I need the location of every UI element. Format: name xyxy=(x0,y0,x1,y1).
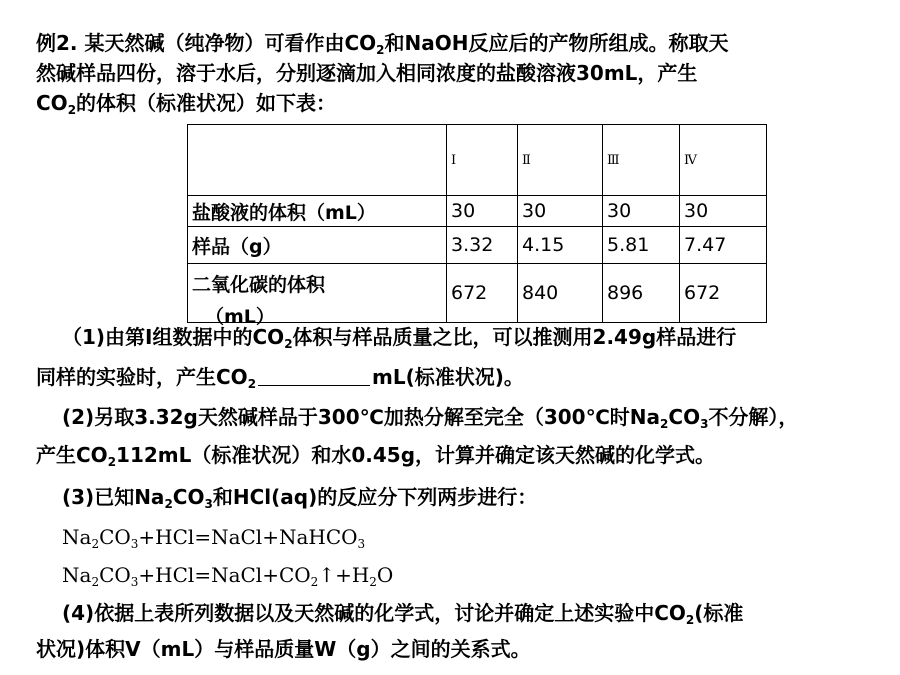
table-header-cell xyxy=(188,125,447,196)
table-cell: 672 xyxy=(447,264,518,323)
row-label: 样品（g） xyxy=(188,227,447,264)
table-cell: 5.81 xyxy=(603,227,680,264)
equation-1: $Na_2CO_3+HCl=NaCl+NaHCO_3$ xyxy=(62,525,366,551)
table-header-cell: Ⅳ xyxy=(680,125,767,196)
question-2-line-2: 产生$CO_2112mL$（标准状况）和水0.45g，计算并确定该天然碱的化学式。 xyxy=(36,443,716,469)
table-row xyxy=(188,227,767,264)
table-header-row xyxy=(188,125,767,196)
table-cell: 30 xyxy=(447,196,518,227)
table-row xyxy=(188,196,767,227)
table-header-cell: Ⅱ xyxy=(518,125,603,196)
data-table xyxy=(187,124,767,323)
intro-line-3: $CO_2$的体积（标准状况）如下表： xyxy=(36,91,337,117)
table-header-cell: Ⅰ xyxy=(447,125,518,196)
row-label-unit: （mL） xyxy=(205,306,275,328)
table-cell: 896 xyxy=(603,264,680,323)
intro-line-1: 例2. 某天然碱（纯净物）可看作由$CO_2$和NaOH反应后的产物所组成。称取天 xyxy=(36,31,729,57)
table-cell: 840 xyxy=(518,264,603,323)
table-cell: 30 xyxy=(518,196,603,227)
table-cell: 4.15 xyxy=(518,227,603,264)
intro-line-2: 然碱样品四份，溶于水后，分别逐滴加入相同浓度的盐酸溶液30mL，产生 xyxy=(36,61,698,85)
question-2-line-1: (2)另取3.32g天然碱样品于300℃加热分解至完全（300℃时$Na_2CO_3$不分解）， xyxy=(62,405,799,431)
question-1-line-2: 同样的实验时，产生$CO_2$ mL(标准状况)。 xyxy=(36,365,524,391)
row-label: 盐酸液的体积（mL） xyxy=(188,196,447,227)
question-4-line-1: (4)依据上表所列数据以及天然碱的化学式，讨论并确定上述实验中$CO_2$(标准 xyxy=(62,601,744,627)
question-1-line-1: （1)由第Ⅰ组数据中的$CO_2$体积与样品质量之比，可以推测用2.49g样品进行 xyxy=(62,325,737,351)
equation-2: $Na_2CO_3+HCl=NaCl+CO_2↑+H_2O$ xyxy=(62,563,394,589)
table-cell: 30 xyxy=(680,196,767,227)
question-3-line-1: (3)已知$Na_2CO_3$和HCl(aq)的反应分下列两步进行： xyxy=(62,485,538,511)
answer-blank[interactable] xyxy=(258,367,370,386)
row-label: 二氧化碳的体积 xyxy=(188,264,447,323)
table-cell: 3.32 xyxy=(447,227,518,264)
question-4-line-2: 状况)体积V（mL）与样品质量W（g）之间的关系式。 xyxy=(36,637,531,661)
table-cell: 672 xyxy=(680,264,767,323)
table-header-cell: Ⅲ xyxy=(603,125,680,196)
table-cell: 30 xyxy=(603,196,680,227)
table-cell: 7.47 xyxy=(680,227,767,264)
